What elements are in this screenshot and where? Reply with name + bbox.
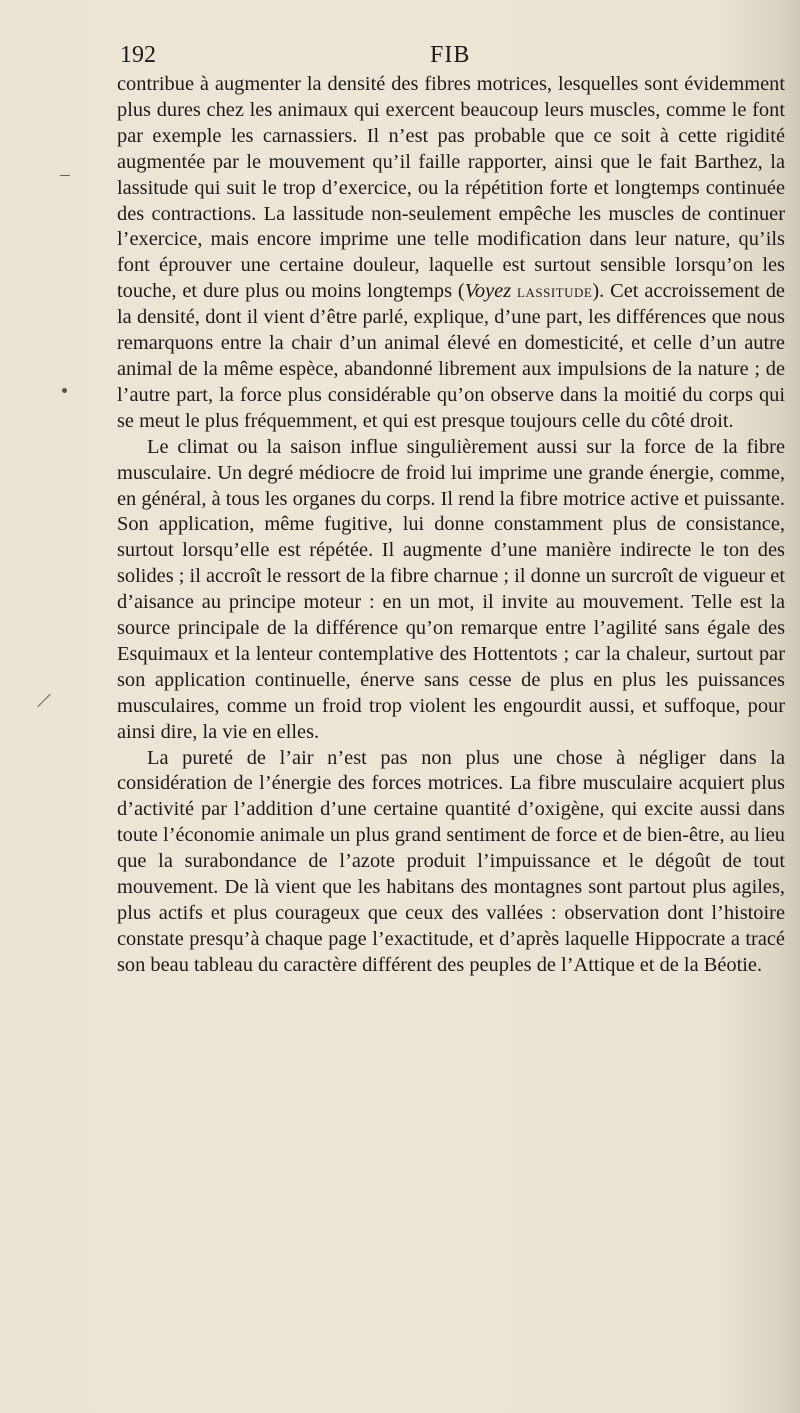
margin-slash-mark — [37, 694, 50, 707]
margin-dot-mark — [62, 388, 67, 393]
margin-dash-mark — [60, 175, 70, 176]
paragraph-2: Le climat ou la saison influe singulièrement aussi sur la force de la fibre musculaire. Un degré médiocre de froid lui imprime une grande énergie, comme, en général, à tous les organes du corps. Il rend la fibre motrice active et puissante. Son application, même fugitive, lui donne constamment plus de consistance, surtout lorsqu’elle est répétée. Il augmente d’une manière indirecte le ton des solides ; il accroît le ressort de la fibre charnue ; il donne un surcroît de vigueur et d’aisance au principe moteur : en un mot, il invite au mouvement. Telle est la source principale de la différence qu’on remarque entre l’agilité sans égale des Esquimaux et la lenteur contemplative des Hottentots ; car la chaleur, surtout par son application continuelle, énerve sans cesse de plus en plus les puissances musculaires, comme un froid trop violent les engourdit aussi, et suffoque, pour ainsi dire, la vie en elles. — [117, 435, 785, 743]
body-text — [117, 72, 785, 979]
page-number: 192 — [120, 42, 156, 68]
paragraph-3: La pureté de l’air n’est pas non plus une chose à négliger dans la considération de l’énergie des forces motrices. La fibre musculaire acquiert plus d’activité par l’addition d’une certaine quantité d’oxigène, qui excite aussi dans toute l’économie animale un plus grand sentiment de force et de bien-être, au lieu que la surabondance de l’azote produit l’impuissance et le dégoût de tout mouvement. De là vient que les habitans des montagnes sont partout plus agiles, plus actifs et plus courageux que ceux des vallées : observation dont l’histoire constate presqu’à chaque page l’exactitude, et d’après laquelle Hippocrate a tracé son beau tableau du caractère différent des peuples de l’Attique et de la Béotie. — [117, 746, 785, 976]
paragraph-1-rest: ). Cet accroissement de la densité, dont il vient d’être parlé, explique, d’une part, les différences que nous remarquons entre la chair d’un animal élevé en domesticité, et celle d’un autre animal de la même espèce, abandonné librement aux impulsions de la nature ; de l’autre part, la force plus considérable qu’on observe dans la moitié du corps qui se meut le plus fréquemment, et qui est presque toujours celle du côté droit. — [117, 280, 785, 432]
paragraph-1-text: contribue à augmenter la densité des fibres motrices, lesquelles sont évidemment plus dures chez les animaux qui exercent beaucoup leurs muscles, comme le font par exemple les carnassiers. Il n’est pas probable que ce soit à cette rigidité augmentée par le mouvement qu’il faille rapporter, ainsi que le fait Barthez, la lassitude qui suit le trop d’exercice, ou la répétition forte et longtemps continuée des contractions. La lassitude non-seulement empêche les muscles de continuer l’exercice, mais encore imprime une telle modification dans leur nature, qu’ils font éprouver une certaine douleur, laquelle est surtout sensible lorsqu’on les touche, et dure plus ou moins longtemps ( — [117, 73, 785, 303]
running-head: FIB — [430, 42, 471, 68]
cross-reference: lassitude — [517, 281, 593, 302]
voyez-word: Voyez — [464, 280, 512, 303]
paragraph-1 — [117, 72, 785, 435]
